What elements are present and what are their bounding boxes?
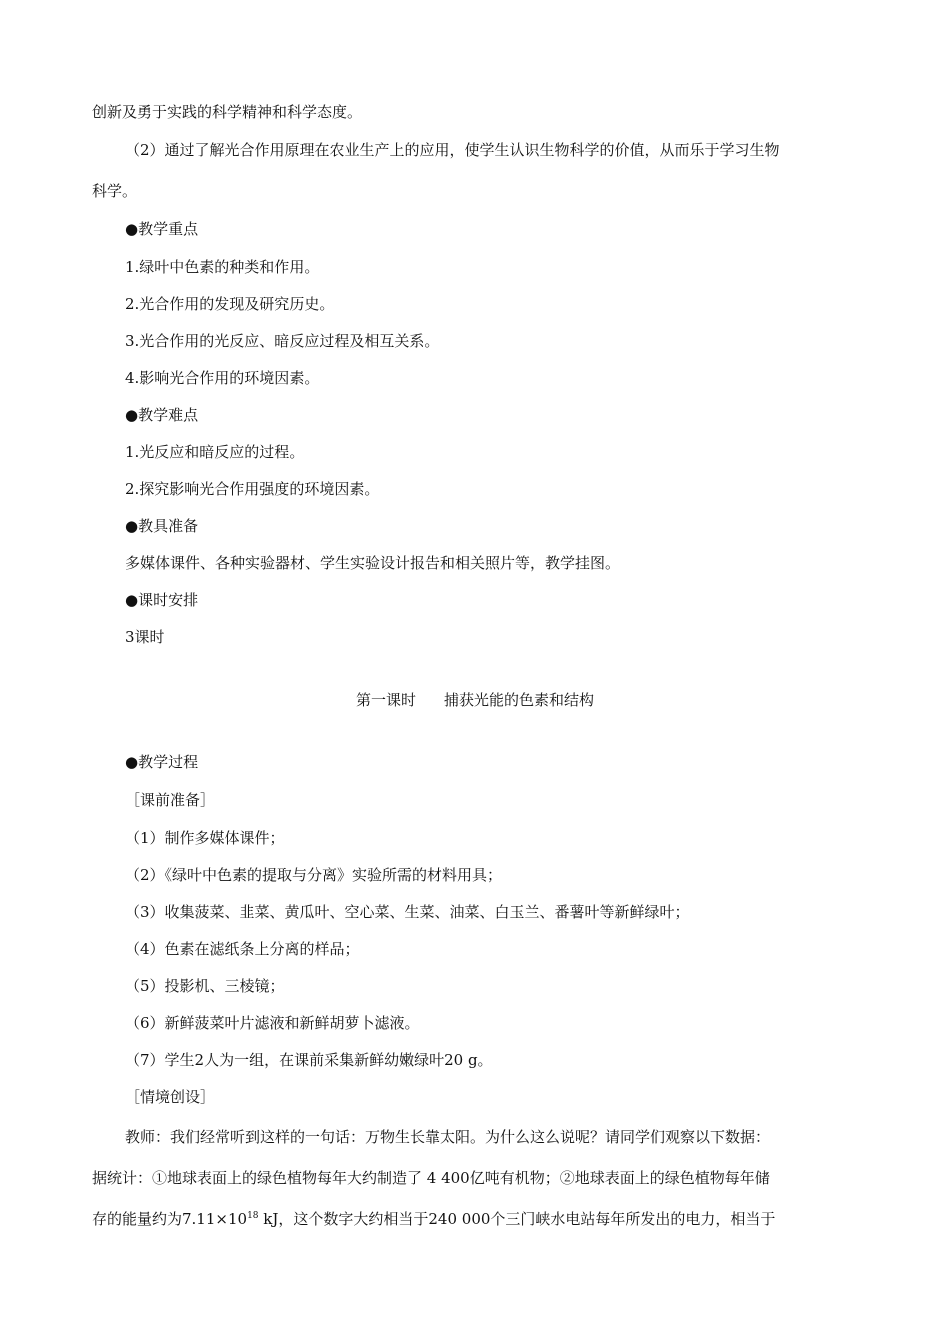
tools-heading: ●教具准备 (125, 517, 199, 535)
difficulty-item: 1.光反应和暗反应的过程。 (125, 443, 305, 461)
objective-2-line-2: 科学。 (92, 182, 138, 200)
prep-item: （2）《绿叶中色素的提取与分离》实验所需的材料用具； (125, 866, 503, 884)
paragraph-line-2: 据统计：①地球表面上的绿色植物每年大约制造了 4 400亿吨有机物；②地球表面上的绿色植物每年储 (92, 1169, 770, 1187)
prep-item: （6）新鲜菠菜叶片滤液和新鲜胡萝卜滤液。 (125, 1014, 420, 1032)
focus-heading: ●教学重点 (125, 220, 199, 238)
scenario-heading: ［情境创设］ (125, 1088, 216, 1106)
prep-item: （4）色素在滤纸条上分离的样品； (125, 940, 360, 958)
prep-item: （1）制作多媒体课件； (125, 829, 285, 847)
focus-item: 3.光合作用的光反应、暗反应过程及相互关系。 (125, 332, 440, 350)
lesson-title-topic: 捕获光能的色素和结构 (444, 691, 595, 709)
focus-item: 4.影响光合作用的环境因素。 (125, 369, 320, 387)
process-heading: ●教学过程 (125, 753, 199, 771)
intro-continuation: 创新及勇于实践的科学精神和科学态度。 (92, 103, 363, 121)
prep-item: （5）投影机、三棱镜； (125, 977, 285, 995)
prep-heading: ［课前准备］ (125, 791, 216, 809)
schedule-heading: ●课时安排 (125, 591, 199, 609)
schedule-text: 3课时 (125, 628, 165, 646)
paragraph-line-3-start: 存的能量约为7.11×10 (92, 1210, 248, 1228)
prep-item: （7）学生2人为一组，在课前采集新鲜幼嫩绿叶20 g。 (125, 1051, 493, 1069)
difficulty-heading: ●教学难点 (125, 406, 199, 424)
exponent: 18 (247, 1211, 259, 1221)
difficulty-item: 2.探究影响光合作用强度的环境因素。 (125, 480, 380, 498)
paragraph-line-1: 教师：我们经常听到这样的一句话：万物生长靠太阳。为什么这么说呢？请同学们观察以下数据： (125, 1128, 771, 1146)
prep-item: （3）收集菠菜、韭菜、黄瓜叶、空心菜、生菜、油菜、白玉兰、番薯叶等新鲜绿叶； (125, 903, 690, 921)
paragraph-line-3 (92, 1209, 775, 1229)
objective-2-line-1: （2）通过了解光合作用原理在农业生产上的应用，使学生认识生物科学的价值，从而乐于学习生物 (125, 141, 780, 159)
lesson-title (0, 690, 950, 710)
focus-item: 2.光合作用的发现及研究历史。 (125, 295, 335, 313)
tools-text: 多媒体课件、各种实验器材、学生实验设计报告和相关照片等，教学挂图。 (125, 554, 621, 572)
lesson-title-period: 第一课时 (355, 691, 416, 709)
paragraph-line-3-end: kJ，这个数字大约相当于240 000个三门峡水电站每年所发出的电力，相当于 (258, 1210, 776, 1228)
focus-item: 1.绿叶中色素的种类和作用。 (125, 258, 320, 276)
